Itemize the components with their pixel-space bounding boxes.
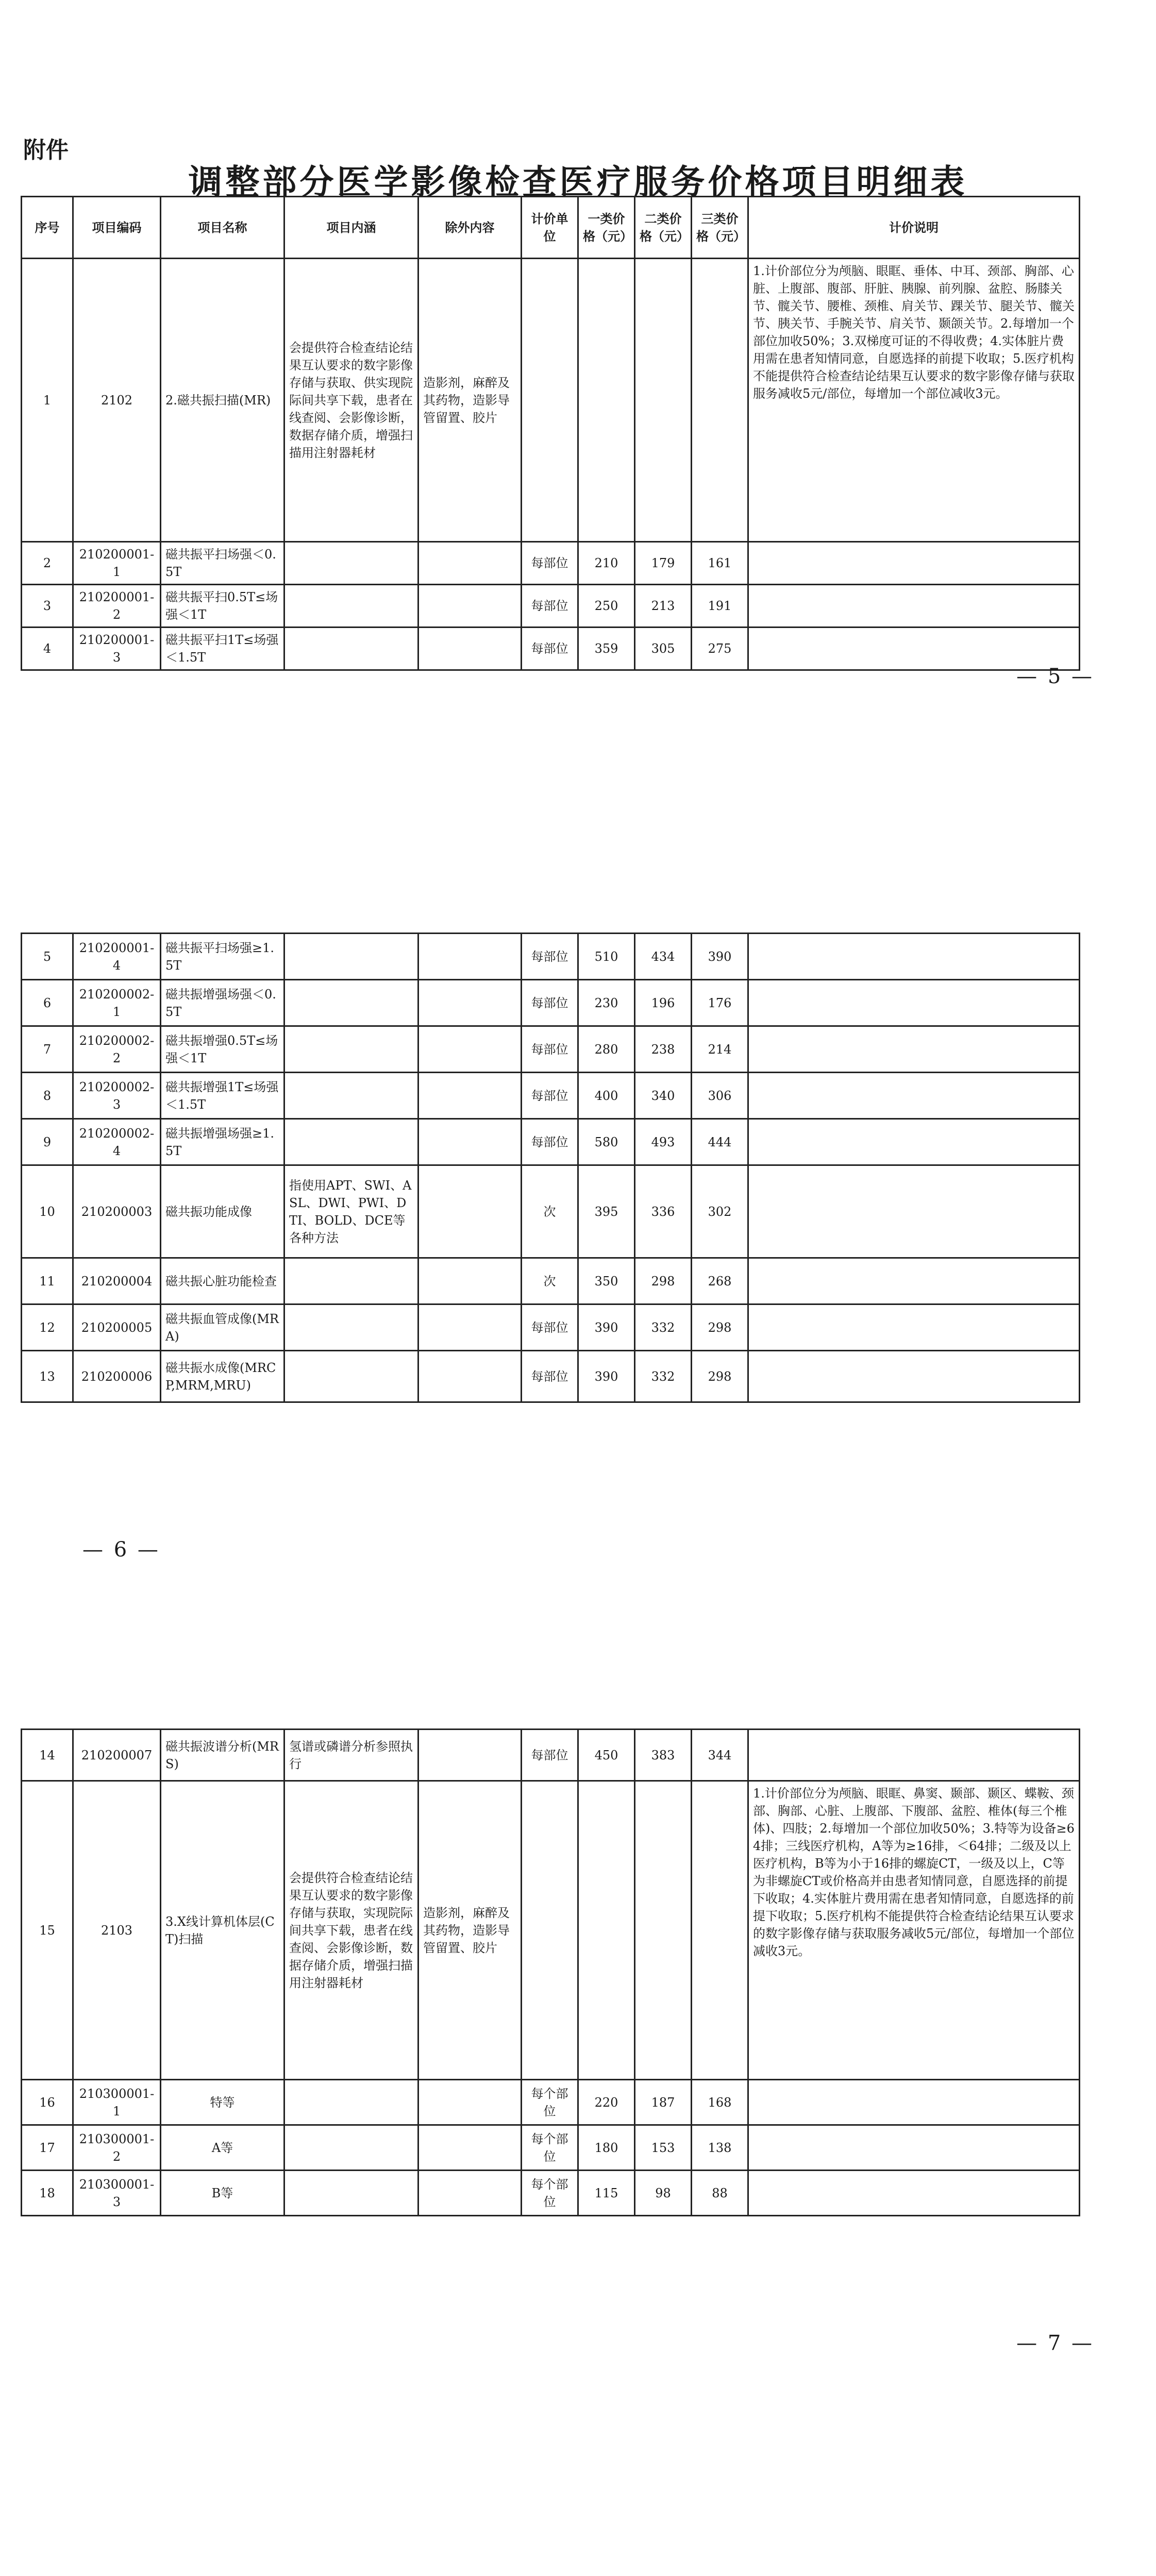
row-price-2 (635, 1781, 692, 2080)
row-note (748, 2171, 1080, 2216)
header-cell: 序号 (22, 197, 73, 259)
row-price-2: 305 (635, 628, 692, 670)
row-code: 210200006 (73, 1351, 161, 1402)
row-name: 3.X线计算机体层(CT)扫描 (161, 1781, 284, 2080)
row-no: 7 (22, 1026, 73, 1073)
row-note (748, 1026, 1080, 1073)
table-row (22, 934, 1080, 980)
row-price-3: 275 (692, 628, 748, 670)
row-excluded: 造影剂，麻醉及其药物，造影导管留置、胶片 (418, 259, 522, 542)
row-code: 210200007 (73, 1730, 161, 1781)
table-row (22, 1304, 1080, 1351)
row-no: 5 (22, 934, 73, 980)
row-code: 210300001-2 (73, 2125, 161, 2171)
row-excluded (418, 2171, 522, 2216)
row-price-3: 390 (692, 934, 748, 980)
row-price-1: 390 (578, 1304, 635, 1351)
row-no: 15 (22, 1781, 73, 2080)
row-no: 8 (22, 1073, 73, 1119)
row-content (284, 1304, 418, 1351)
row-unit: 每部位 (522, 585, 578, 628)
row-price-2 (635, 259, 692, 542)
header-cell: 三类价格（元） (692, 197, 748, 259)
table-row (22, 259, 1080, 542)
row-price-1 (578, 259, 635, 542)
row-unit: 每部位 (522, 934, 578, 980)
table-row (22, 1119, 1080, 1165)
row-note (748, 934, 1080, 980)
row-price-1: 280 (578, 1026, 635, 1073)
row-code: 210200001-3 (73, 628, 161, 670)
table-row (22, 2125, 1080, 2171)
row-excluded (418, 1073, 522, 1119)
row-excluded (418, 628, 522, 670)
row-note (748, 542, 1080, 585)
row-price-3: 268 (692, 1258, 748, 1304)
table-row (22, 628, 1080, 670)
row-excluded (418, 542, 522, 585)
row-no: 16 (22, 2080, 73, 2125)
row-unit: 每部位 (522, 980, 578, 1026)
row-price-2: 340 (635, 1073, 692, 1119)
row-price-3: 138 (692, 2125, 748, 2171)
table-row (22, 585, 1080, 628)
row-no: 12 (22, 1304, 73, 1351)
row-code: 210200005 (73, 1304, 161, 1351)
row-content (284, 585, 418, 628)
row-price-1: 359 (578, 628, 635, 670)
row-price-2: 383 (635, 1730, 692, 1781)
table-row (22, 2171, 1080, 2216)
row-price-3: 298 (692, 1351, 748, 1402)
row-code: 210300001-1 (73, 2080, 161, 2125)
row-excluded (418, 1026, 522, 1073)
row-price-2: 238 (635, 1026, 692, 1073)
row-price-2: 493 (635, 1119, 692, 1165)
row-price-1: 450 (578, 1730, 635, 1781)
table-row (22, 1258, 1080, 1304)
row-price-1: 580 (578, 1119, 635, 1165)
row-note: 1.计价部位分为颅脑、眼眶、垂体、中耳、颈部、胸部、心脏、上腹部、腹部、肝脏、胰腺、前列腺、盆腔、肠膝关节、髋关节、腰椎、颈椎、肩关节、踝关节、腿关节、髋关节、胰关节、手腕关节、肩关节、颞颌关节。2.每增加一个部位加收50%；3.双梯度可证的不得收费；4.实体脏片费用需在患者知情同意，自愿选择的前提下收取；5.医疗机构不能提供符合检查结论结果互认要求的数字影像存储与获取服务减收5元/部位，每增加一个部位减收3元。 (748, 259, 1080, 542)
row-code: 210200003 (73, 1165, 161, 1258)
row-code: 210200002-3 (73, 1073, 161, 1119)
row-note (748, 1073, 1080, 1119)
row-note (748, 1304, 1080, 1351)
row-content (284, 1073, 418, 1119)
table-row (22, 980, 1080, 1026)
row-price-2: 336 (635, 1165, 692, 1258)
row-unit: 每个部位 (522, 2125, 578, 2171)
row-price-2: 213 (635, 585, 692, 628)
table-row (22, 1351, 1080, 1402)
row-price-3: 302 (692, 1165, 748, 1258)
table-row (22, 542, 1080, 585)
row-price-3: 444 (692, 1119, 748, 1165)
row-content (284, 1026, 418, 1073)
row-code: 210200001-4 (73, 934, 161, 980)
row-content (284, 1119, 418, 1165)
row-unit: 每部位 (522, 628, 578, 670)
row-code: 210200001-2 (73, 585, 161, 628)
row-content (284, 628, 418, 670)
row-no: 17 (22, 2125, 73, 2171)
row-name: 磁共振增强1T≤场强＜1.5T (161, 1073, 284, 1119)
row-no: 13 (22, 1351, 73, 1402)
header-cell: 项目名称 (161, 197, 284, 259)
table-row (22, 2080, 1080, 2125)
row-content: 氢谱或磷谱分析参照执行 (284, 1730, 418, 1781)
row-name: 磁共振增强场强＜0.5T (161, 980, 284, 1026)
row-price-3 (692, 259, 748, 542)
row-name: 磁共振增强0.5T≤场强＜1T (161, 1026, 284, 1073)
row-unit: 每个部位 (522, 2171, 578, 2216)
row-unit: 每部位 (522, 1351, 578, 1402)
row-content (284, 2080, 418, 2125)
row-name: 磁共振平扫场强＜0.5T (161, 542, 284, 585)
row-no: 9 (22, 1119, 73, 1165)
row-price-3: 161 (692, 542, 748, 585)
row-note (748, 1258, 1080, 1304)
row-excluded (418, 2080, 522, 2125)
row-name: A等 (161, 2125, 284, 2171)
table-row (22, 1165, 1080, 1258)
row-price-1: 510 (578, 934, 635, 980)
row-name: 磁共振心脏功能检查 (161, 1258, 284, 1304)
row-note (748, 1165, 1080, 1258)
row-excluded (418, 1165, 522, 1258)
row-excluded (418, 1304, 522, 1351)
row-name: 磁共振平扫场强≥1.5T (161, 934, 284, 980)
header-cell: 一类价格（元） (578, 197, 635, 259)
row-name: 磁共振血管成像(MRA) (161, 1304, 284, 1351)
row-no: 2 (22, 542, 73, 585)
row-unit: 次 (522, 1258, 578, 1304)
header-cell: 计价说明 (748, 197, 1080, 259)
row-note (748, 628, 1080, 670)
row-no: 6 (22, 980, 73, 1026)
row-content: 会提供符合检查结论结果互认要求的数字影像存储与获取、供实现院际间共享下载，患者在线查阅、会影像诊断，数据存储介质，增强扫描用注射器耗材 (284, 259, 418, 542)
row-note (748, 1351, 1080, 1402)
row-unit (522, 259, 578, 542)
row-price-3: 88 (692, 2171, 748, 2216)
table-row (22, 1730, 1080, 1781)
row-unit (522, 1781, 578, 2080)
row-unit: 每个部位 (522, 2080, 578, 2125)
row-no: 3 (22, 585, 73, 628)
table-row (22, 1073, 1080, 1119)
row-content (284, 934, 418, 980)
row-no: 1 (22, 259, 73, 542)
row-content (284, 542, 418, 585)
row-price-3: 176 (692, 980, 748, 1026)
page-number: — 6 — (82, 1538, 160, 1562)
row-code: 210200002-2 (73, 1026, 161, 1073)
row-name: 磁共振平扫1T≤场强＜1.5T (161, 628, 284, 670)
row-excluded (418, 1351, 522, 1402)
row-note: 1.计价部位分为颅脑、眼眶、鼻窦、颞部、颞区、蝶鞍、颈部、胸部、心脏、上腹部、下腹部、盆腔、椎体(每三个椎体)、四肢；2.每增加一个部位加收50%；3.特等为设备≥64排；三线医疗机构，A等为≥16排，＜64排；二级及以上医疗机构，B等为小于16排的螺旋CT，一级及以上，C等为非螺旋CT或价格高并由患者知情同意，自愿选择的前提下收取；4.实体脏片费用需在患者知情同意，自愿选择的前提下收取；5.医疗机构不能提供符合检查结论结果互认要求的数字影像存储与获取服务减收5元/部位，每增加一个部位减收3元。 (748, 1781, 1080, 2080)
row-price-1 (578, 1781, 635, 2080)
row-unit: 每部位 (522, 1304, 578, 1351)
row-unit: 次 (522, 1165, 578, 1258)
row-price-1: 220 (578, 2080, 635, 2125)
row-code: 210200002-1 (73, 980, 161, 1026)
row-price-2: 332 (635, 1351, 692, 1402)
row-excluded (418, 1119, 522, 1165)
row-name: 磁共振波谱分析(MRS) (161, 1730, 284, 1781)
row-price-2: 179 (635, 542, 692, 585)
row-code: 210300001-3 (73, 2171, 161, 2216)
row-no: 14 (22, 1730, 73, 1781)
row-price-2: 298 (635, 1258, 692, 1304)
row-note (748, 2125, 1080, 2171)
row-content: 会提供符合检查结论结果互认要求的数字影像存储与获取，实现院际间共享下载，患者在线查阅、会影像诊断，数据存储介质，增强扫描用注射器耗材 (284, 1781, 418, 2080)
row-price-2: 153 (635, 2125, 692, 2171)
row-code: 2103 (73, 1781, 161, 2080)
table-segment-page-7 (21, 1728, 1080, 2216)
row-content (284, 2171, 418, 2216)
row-price-1: 390 (578, 1351, 635, 1402)
row-price-2: 98 (635, 2171, 692, 2216)
row-name: 磁共振水成像(MRCP,MRM,MRU) (161, 1351, 284, 1402)
row-name: 磁共振平扫0.5T≤场强＜1T (161, 585, 284, 628)
row-excluded (418, 1258, 522, 1304)
table-row (22, 1781, 1080, 2080)
table-header-row (22, 197, 1080, 259)
row-price-1: 115 (578, 2171, 635, 2216)
row-excluded: 造影剂，麻醉及其药物，造影导管留置、胶片 (418, 1781, 522, 2080)
row-code: 210200002-4 (73, 1119, 161, 1165)
row-note (748, 980, 1080, 1026)
row-content: 指使用APT、SWI、ASL、DWI、PWI、DTI、BOLD、DCE等各种方法 (284, 1165, 418, 1258)
header-cell: 项目内涵 (284, 197, 418, 259)
row-no: 11 (22, 1258, 73, 1304)
row-price-3: 306 (692, 1073, 748, 1119)
row-name: 磁共振功能成像 (161, 1165, 284, 1258)
row-excluded (418, 585, 522, 628)
row-price-3: 191 (692, 585, 748, 628)
row-excluded (418, 1730, 522, 1781)
row-code: 210200004 (73, 1258, 161, 1304)
attachment-label: 附件 (23, 137, 69, 163)
row-note (748, 585, 1080, 628)
row-content (284, 1351, 418, 1402)
row-price-3: 344 (692, 1730, 748, 1781)
row-price-3 (692, 1781, 748, 2080)
row-code: 2102 (73, 259, 161, 542)
row-note (748, 2080, 1080, 2125)
page-title: 调整部分医学影像检查医疗服务价格项目明细表 (188, 162, 968, 202)
row-excluded (418, 934, 522, 980)
row-price-1: 250 (578, 585, 635, 628)
row-price-1: 400 (578, 1073, 635, 1119)
row-price-2: 196 (635, 980, 692, 1026)
row-content (284, 2125, 418, 2171)
row-unit: 每部位 (522, 542, 578, 585)
row-code: 210200001-1 (73, 542, 161, 585)
row-no: 10 (22, 1165, 73, 1258)
header-cell: 项目编码 (73, 197, 161, 259)
row-unit: 每部位 (522, 1730, 578, 1781)
row-content (284, 1258, 418, 1304)
table-row (22, 1026, 1080, 1073)
table-segment-page-5 (21, 196, 1080, 671)
row-excluded (418, 980, 522, 1026)
row-name: B等 (161, 2171, 284, 2216)
row-price-3: 214 (692, 1026, 748, 1073)
page-number: — 7 — (1016, 2331, 1094, 2355)
row-price-3: 298 (692, 1304, 748, 1351)
row-price-3: 168 (692, 2080, 748, 2125)
row-price-2: 187 (635, 2080, 692, 2125)
row-note (748, 1730, 1080, 1781)
row-unit: 每部位 (522, 1119, 578, 1165)
row-note (748, 1119, 1080, 1165)
header-cell: 二类价格（元） (635, 197, 692, 259)
table-segment-page-6 (21, 933, 1080, 1403)
row-price-1: 180 (578, 2125, 635, 2171)
row-name: 磁共振增强场强≥1.5T (161, 1119, 284, 1165)
row-content (284, 980, 418, 1026)
row-no: 18 (22, 2171, 73, 2216)
row-price-1: 210 (578, 542, 635, 585)
page-number: — 5 — (1016, 665, 1094, 688)
row-price-1: 230 (578, 980, 635, 1026)
header-cell: 除外内容 (418, 197, 522, 259)
row-price-1: 395 (578, 1165, 635, 1258)
row-unit: 每部位 (522, 1073, 578, 1119)
row-name: 特等 (161, 2080, 284, 2125)
row-excluded (418, 2125, 522, 2171)
row-unit: 每部位 (522, 1026, 578, 1073)
row-price-1: 350 (578, 1258, 635, 1304)
row-no: 4 (22, 628, 73, 670)
row-price-2: 332 (635, 1304, 692, 1351)
row-name: 2.磁共振扫描(MR) (161, 259, 284, 542)
row-price-2: 434 (635, 934, 692, 980)
header-cell: 计价单位 (522, 197, 578, 259)
